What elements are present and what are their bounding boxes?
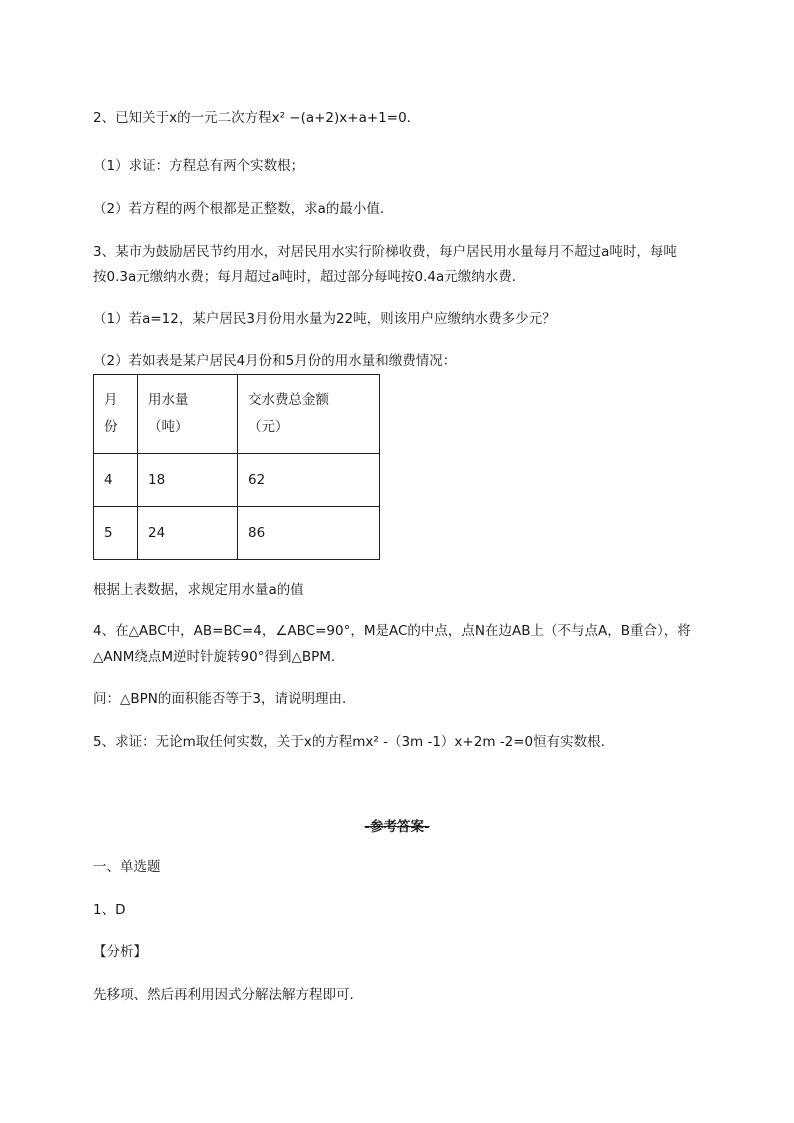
table-header-cell xyxy=(94,375,138,454)
q3-stem-line1: 3、某市为鼓励居民节约用水，对居民用水实行阶梯收费，每户居民用水量每月不超过a吨时，每吨 xyxy=(93,244,677,260)
header-month-line1: 月 xyxy=(104,392,118,408)
analysis-label: 【分析】 xyxy=(93,944,147,960)
table-cell: 18 xyxy=(138,454,238,507)
q4-stem-line2: △ANM绕点M逆时针旋转90°得到△BPM. xyxy=(93,649,336,665)
table-header-row xyxy=(94,375,380,454)
answers-title-text: -参考答案- xyxy=(364,819,430,835)
table-cell: 86 xyxy=(238,507,380,560)
q3-part2: （2）若如表是某户居民4月份和5月份的用水量和缴费情况： xyxy=(93,353,457,369)
header-fee-line1: 交水费总金额 xyxy=(248,392,329,408)
header-fee-line2: （元） xyxy=(248,419,289,435)
q3-after-table: 根据上表数据，求规定用水量a的值 xyxy=(93,582,304,598)
table-header-cell xyxy=(138,375,238,454)
header-usage-line2: （吨） xyxy=(148,419,189,435)
table-cell: 5 xyxy=(94,507,138,560)
q3-part1: （1）若a=12，某户居民3月份用水量为22吨，则该用户应缴纳水费多少元？ xyxy=(93,311,556,327)
q2-stem: 2、已知关于x的一元二次方程x² −(a+2)x+a+1=0． xyxy=(93,110,421,126)
answer-item: 1、D xyxy=(93,902,126,918)
q2-part2: （2）若方程的两个根都是正整数，求a的最小值． xyxy=(93,201,394,217)
table-cell: 24 xyxy=(138,507,238,560)
q5-stem: 5、求证：无论m取任何实数，关于x的方程mx² -（3m -1）x+2m -2=0恒有实数根． xyxy=(93,734,615,750)
table-header-cell xyxy=(238,375,380,454)
table-row xyxy=(94,454,380,507)
table-cell: 4 xyxy=(94,454,138,507)
table-row xyxy=(94,507,380,560)
q4-question: 问：△BPN的面积能否等于3，请说明理由． xyxy=(93,691,356,707)
water-fee-table xyxy=(93,374,380,560)
header-month-line2: 份 xyxy=(104,419,118,435)
q4-stem-line1: 4、在△ABC中，AB=BC=4，∠ABC=90°，M是AC的中点，点N在边AB上（不与点A，B重合），将 xyxy=(93,623,691,639)
analysis-text: 先移项、然后再利用因式分解法解方程即可． xyxy=(93,987,363,1003)
header-usage-line1: 用水量 xyxy=(148,392,189,408)
answers-title xyxy=(0,815,794,835)
table-cell: 62 xyxy=(238,454,380,507)
q2-part1: （1）求证：方程总有两个实数根； xyxy=(93,158,305,174)
answers-section: 一、单选题 xyxy=(93,859,161,875)
q3-stem-line2: 按0.3a元缴纳水费；每月超过a吨时，超过部分每吨按0.4a元缴纳水费． xyxy=(93,269,526,285)
